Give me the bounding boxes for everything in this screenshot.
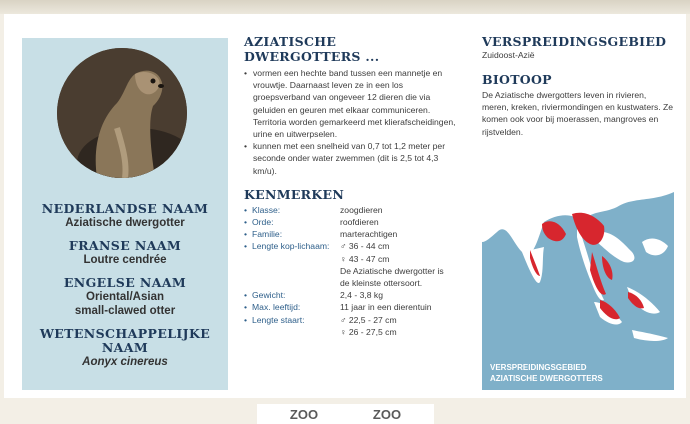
kenmerken-key bbox=[244, 265, 340, 277]
kenmerken-row bbox=[244, 216, 456, 228]
kenmerken-key bbox=[244, 301, 340, 313]
kenmerken-row bbox=[244, 240, 456, 252]
kenmerken-value: roofdieren bbox=[340, 217, 379, 228]
behaviour-list bbox=[244, 67, 456, 177]
kenmerken-row bbox=[244, 277, 456, 289]
zoo-logo-text: ZOO bbox=[289, 406, 319, 422]
kenmerken-key-text: Gewicht: bbox=[252, 290, 286, 301]
kenmerken-value: 2,4 - 3,8 kg bbox=[340, 290, 383, 301]
kenmerken-value: ♀ 26 - 27,5 cm bbox=[340, 326, 397, 337]
kenmerken-table bbox=[244, 204, 456, 338]
bullet-dot: • bbox=[244, 217, 248, 228]
english-name-value-2: small-clawed otter bbox=[74, 305, 176, 317]
scientific-name-value: Aonyx cinereus bbox=[82, 356, 168, 368]
dutch-name-value: Aziatische dwergotter bbox=[65, 217, 185, 229]
kenmerken-key bbox=[244, 326, 340, 338]
kenmerken-key bbox=[244, 253, 340, 265]
names-section bbox=[22, 202, 228, 378]
distribution-map bbox=[482, 152, 674, 390]
scientific-name-heading-1: WETENSCHAPPELIJKE bbox=[39, 326, 211, 341]
bullet-dot: • bbox=[244, 302, 248, 313]
map-caption-line-1: VERSPREIDINGSGEBIED bbox=[490, 363, 587, 372]
kenmerken-value: ♂ 22,5 - 27 cm bbox=[340, 314, 397, 325]
french-name-heading: FRANSE NAAM bbox=[68, 238, 182, 253]
kenmerken-value: ♂ 36 - 44 cm bbox=[340, 241, 390, 252]
kenmerken-key bbox=[244, 204, 340, 216]
distribution-title: VERSPREIDINGSGEBIED bbox=[482, 34, 667, 49]
kenmerken-key-text: Familie: bbox=[252, 229, 283, 240]
kenmerken-key bbox=[244, 314, 340, 326]
right-column bbox=[482, 34, 674, 138]
distribution-value: Zuidoost-Azië bbox=[482, 50, 535, 60]
kenmerken-row bbox=[244, 326, 456, 338]
map-illustration bbox=[482, 152, 674, 390]
habitat-text: De Aziatische dwergotters leven in rivieren, meren, kreken, riviermondingen en kustwaters. Ze komen ook voor bij moerassen, mangroves en rijstvelden. bbox=[482, 90, 674, 137]
kenmerken-value: 11 jaar in een dierentuin bbox=[340, 302, 432, 313]
bullet-dot: • bbox=[244, 290, 248, 301]
kenmerken-value: zoogdieren bbox=[340, 204, 383, 215]
kenmerken-row bbox=[244, 301, 456, 313]
kenmerken-key-text: Max. leeftijd: bbox=[252, 302, 301, 313]
kenmerken-title: KENMERKEN bbox=[244, 186, 345, 202]
kenmerken-key-text: Lengte kop-lichaam: bbox=[252, 241, 330, 252]
kenmerken-key bbox=[244, 277, 340, 289]
bullet-dot: • bbox=[244, 229, 248, 240]
kenmerken-row bbox=[244, 228, 456, 240]
french-name-value: Loutre cendrée bbox=[83, 254, 167, 266]
kenmerken-value: De Aziatische dwergotter is bbox=[340, 265, 444, 276]
kenmerken-key-text: Lengte staart: bbox=[252, 314, 305, 325]
kenmerken-key bbox=[244, 228, 340, 240]
kenmerken-row bbox=[244, 204, 456, 216]
map-caption-line-2: AZIATISCHE DWERGOTTERS bbox=[490, 374, 603, 383]
kenmerken-row bbox=[244, 289, 456, 301]
bullet-dot: • bbox=[244, 314, 248, 325]
otter-illustration bbox=[57, 48, 187, 178]
dutch-name-heading: NEDERLANDSE NAAM bbox=[41, 201, 209, 216]
behaviour-title: AZIATISCHE DWERGOTTERS ... bbox=[244, 34, 380, 64]
behaviour-item: • kunnen met een snelheid van 0,7 tot 1,2 meter per seconde onder water zwemmen (dit is 2,5 tot 4,3 km/u). bbox=[244, 140, 456, 177]
behaviour-item: • vormen een hechte band tussen een mannetje en vrouwtje. Daarnaast leven ze in een los groepsverband van ongeveer 12 dieren die via geluiden en geuren met elkaar communiceren. Territoria worden gemarkeerd met klierafscheidingen, urine en uitwerpselen. bbox=[244, 67, 456, 140]
kenmerken-row bbox=[244, 265, 456, 277]
kenmerken-value: ♀ 43 - 47 cm bbox=[340, 253, 390, 264]
kenmerken-key-text: Klasse: bbox=[252, 204, 281, 215]
scientific-name-heading-2: NAAM bbox=[101, 340, 149, 355]
kenmerken-row bbox=[244, 253, 456, 265]
english-name-value-1: Oriental/Asian bbox=[86, 291, 164, 303]
english-name-heading: ENGELSE NAAM bbox=[63, 275, 187, 290]
kenmerken-key bbox=[244, 240, 340, 252]
kenmerken-key bbox=[244, 216, 340, 228]
zoo-logo-text: ZOO bbox=[372, 406, 402, 422]
habitat-title: BIOTOOP bbox=[482, 72, 552, 87]
map-caption bbox=[490, 362, 670, 384]
middle-column bbox=[244, 34, 456, 338]
kenmerken-value: marterachtigen bbox=[340, 229, 398, 240]
bullet-dot: • bbox=[244, 204, 248, 215]
zoo-logo bbox=[340, 404, 434, 424]
kenmerken-key-text: Orde: bbox=[252, 217, 274, 228]
kenmerken-key bbox=[244, 289, 340, 301]
kenmerken-row bbox=[244, 314, 456, 326]
zoo-logo bbox=[257, 404, 351, 424]
jungle-border-top bbox=[0, 0, 690, 14]
kenmerken-value: de kleinste ottersoort. bbox=[340, 278, 423, 289]
bullet-dot: • bbox=[244, 241, 248, 252]
otter-photo bbox=[57, 48, 187, 178]
